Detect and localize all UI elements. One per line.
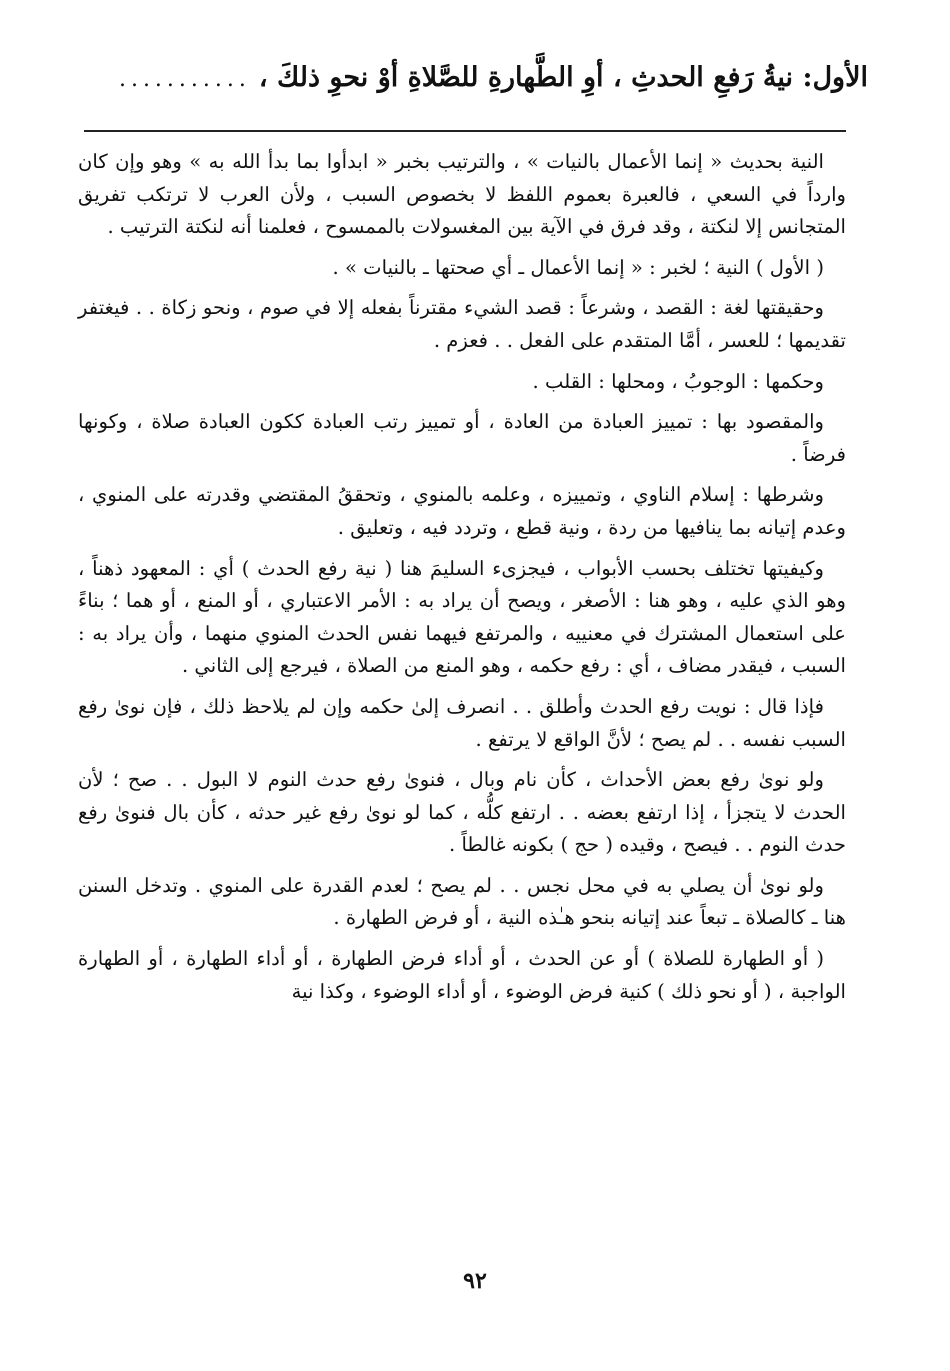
page-body: [78, 146, 846, 1016]
paragraph: وشرطها : إسلام الناوي ، وتمييزه ، وعلمه بالمنوي ، وتحققُ المقتضي وقدرته على المنوي ، وعدم إتيانه بما ينافيها من ردة ، ونية قطع ، وتردد فيه ، وتعليق .: [78, 483, 846, 539]
paragraph: النية بحديث « إنما الأعمال بالنيات » ، والترتيب بخبر « ابدأوا بما بدأ الله به » وهو وإن كان وارداً في السعي ، فالعبرة بعموم اللفظ لا بخصوص السبب ، ولأن العرب لا ترتكب تفريق المتجانس إلا لنكتة ، وقد فرق في الآية بين المغسولات بالممسوح ، فعلمنا أنه لنكتة الترتيب .: [78, 150, 846, 239]
header-rule: [84, 130, 846, 132]
header-title: : نيةُ رَفعِ الحدثِ ، أوِ الطَّهارةِ للصَّلاةِ أوْ نحوِ ذلكَ ،: [258, 62, 813, 93]
paragraph: ولو نوىٰ أن يصلي به في محل نجس . . لم يصح ؛ لعدم القدرة على المنوي . وتدخل السنن هنا ـ كالصلاة ـ تبعاً عند إتيانه بنحو هـٰذه النية ، أو فرض الطهارة .: [78, 873, 846, 930]
header-lead: الأول: [812, 62, 868, 93]
paragraph: ( أو الطهارة للصلاة ) أو عن الحدث ، أو أداء فرض الطهارة ، أو أداء الطهارة ، أو الطهارة الواجبة ، ( أو نحو ذلك ) كنية فرض الوضوء ، أو أداء الوضوء ، وكذا نية: [78, 947, 846, 1003]
page-header: [80, 62, 868, 93]
paragraph: وحقيقتها لغة : القصد ، وشرعاً : قصد الشيء مقترناً بفعله إلا في صوم ، ونحو زكاة . . فيغتفر تقديمها ؛ للعسر ، أمَّا المتقدم على الفعل . . فعزم .: [78, 296, 846, 352]
paragraph: ( الأول ) النية ؛ لخبر : « إنما الأعمال ـ أي صحتها ـ بالنيات » .: [332, 255, 824, 279]
paragraph: والمقصود بها : تمييز العبادة من العادة ، أو تمييز رتب العبادة ككون العبادة صلاة ، وكونها فرضاً .: [78, 410, 846, 466]
paragraph: فإذا قال : نويت رفع الحدث وأطلق . . انصرف إلىٰ حكمه وإن لم يلاحظ ذلك ، فإن نوىٰ رفع السبب نفسه . . لم يصح ؛ لأنَّ الواقع لا يرتفع .: [78, 694, 846, 751]
paragraph: وكيفيتها تختلف بحسب الأبواب ، فيجزىء السليمَ هنا ( نية رفع الحدث ) أي : المعهود ذهناً ، وهو الذي عليه ، وهو هنا : الأصغر ، ويصح أن يراد به : الأمر الاعتباري ، أو المنع ، أو هما ؛ بناءً على استعمال المشترك في معنييه ، والمرتفع فيهما نفس الحدث المنوي منهما ، وأن يراد به : السبب ، فيقدر مضاف ، أي : رفع حكمه ، وهو المنع من الصلاة ، فيرجع إلى الثاني .: [78, 556, 846, 678]
header-dots: ...........: [118, 67, 251, 92]
paragraph: وحكمها : الوجوبُ ، ومحلها : القلب .: [532, 369, 824, 393]
page-number: ٩٢: [463, 1268, 487, 1294]
paragraph: ولو نوىٰ رفع بعض الأحداث ، كأن نام وبال ، فنوىٰ رفع حدث النوم لا البول . . صح ؛ لأن الحدث لا يتجزأ ، إذا ارتفع بعضه . . ارتفع كلُّه ، كما لو نوىٰ رفع غير حدثه ، كأن بال فنوىٰ رفع حدث النوم . . فيصح ، وقيده ( حج ) بكونه غالطاً .: [78, 768, 846, 857]
